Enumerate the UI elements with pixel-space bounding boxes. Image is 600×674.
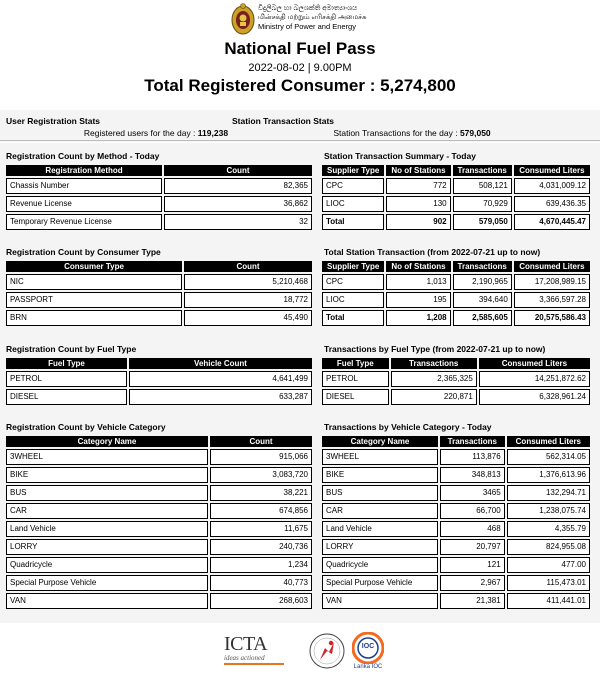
stations-cell: 1,013 — [386, 274, 450, 290]
column-header: Fuel Type — [6, 358, 127, 369]
table-row — [322, 178, 590, 194]
column-header: No of Stations — [386, 165, 450, 176]
reg-consumer-table — [4, 259, 314, 328]
category-cell: 3WHEEL — [6, 449, 208, 465]
ioc-logo-text: IOC — [361, 643, 375, 650]
station-summary-title: Station Transaction Summary - Today — [324, 151, 476, 161]
reg-vehicle-table — [4, 434, 314, 611]
transactions-cell: 121 — [440, 557, 505, 573]
liters-cell: 411,441.01 — [507, 593, 590, 609]
fuel-type-cell: DIESEL — [322, 389, 389, 405]
liters-cell: 4,355.79 — [507, 521, 590, 537]
category-cell: 3WHEEL — [322, 449, 438, 465]
count-cell: 915,066 — [210, 449, 312, 465]
table-row — [322, 485, 590, 501]
ioc-logo — [350, 632, 390, 672]
liters-cell: 20,575,586.43 — [514, 310, 590, 326]
table-row — [6, 557, 312, 573]
transactions-cell: 2,190,965 — [453, 274, 512, 290]
column-header: Vehicle Count — [129, 358, 312, 369]
liters-cell: 639,436.35 — [514, 196, 590, 212]
column-header: Supplier Type — [322, 165, 384, 176]
table-row — [322, 389, 590, 405]
station-transactions-value: 579,050 — [459, 128, 491, 138]
table-header-row — [322, 165, 590, 176]
category-cell: CAR — [6, 503, 208, 519]
table-row — [322, 575, 590, 591]
ministry-name — [258, 4, 367, 31]
transactions-cell: 508,121 — [453, 178, 512, 194]
stations-cell: 772 — [386, 178, 450, 194]
transactions-cell: 2,585,605 — [453, 310, 512, 326]
trans-fuel-table — [320, 356, 592, 407]
liters-cell: 1,376,613.96 — [507, 467, 590, 483]
reg-vehicle-title: Registration Count by Vehicle Category — [6, 422, 166, 432]
count-cell: 11,675 — [210, 521, 312, 537]
cpc-logo-icon — [308, 632, 346, 670]
fuel-type-cell: DIESEL — [6, 389, 127, 405]
registered-users-label: Registered users for the day : — [83, 128, 198, 138]
table-row — [6, 503, 312, 519]
table-row — [6, 485, 312, 501]
user-registration-stats-title: User Registration Stats — [6, 116, 100, 126]
table-header-row — [6, 165, 312, 176]
table-total-row — [322, 214, 590, 230]
transactions-cell: 113,876 — [440, 449, 505, 465]
count-cell: 5,210,468 — [184, 274, 312, 290]
liters-cell: 3,366,597.28 — [514, 292, 590, 308]
column-header: Count — [164, 165, 312, 176]
liters-cell: 6,328,961.24 — [479, 389, 590, 405]
station-transactions-today — [232, 128, 592, 138]
liters-cell: 4,670,445.47 — [514, 214, 590, 230]
table-row — [6, 449, 312, 465]
column-header: Consumer Type — [6, 261, 182, 272]
category-cell: Quadricycle — [6, 557, 208, 573]
trans-fuel-title: Transactions by Fuel Type (from 2022-07-21 up to now) — [324, 344, 546, 354]
page-title: National Fuel Pass — [224, 39, 376, 58]
column-header: Transactions — [453, 261, 512, 272]
column-header: Consumed Liters — [507, 436, 590, 447]
liters-cell: 477.00 — [507, 557, 590, 573]
table-row — [322, 503, 590, 519]
total-station-title: Total Station Transaction (from 2022-07-21 up to now) — [324, 247, 541, 257]
column-header: Registration Method — [6, 165, 162, 176]
method-cell: Revenue License — [6, 196, 162, 212]
category-cell: LORRY — [6, 539, 208, 555]
stations-cell: 1,208 — [386, 310, 450, 326]
table-row — [322, 196, 590, 212]
ministry-name-sinhala: විදුලිබල හා බලශක්ති අමාත්‍යාංශය — [258, 5, 358, 12]
table-row — [6, 274, 312, 290]
table-header-row — [322, 436, 590, 447]
table-row — [322, 449, 590, 465]
supplier-cell: Total — [322, 214, 384, 230]
stations-cell: 130 — [386, 196, 450, 212]
supplier-cell: Total — [322, 310, 384, 326]
count-cell: 36,862 — [164, 196, 312, 212]
column-header: Count — [210, 436, 312, 447]
count-cell: 45,490 — [184, 310, 312, 326]
transactions-cell: 66,700 — [440, 503, 505, 519]
reg-consumer-title: Registration Count by Consumer Type — [6, 247, 161, 257]
count-cell: 32 — [164, 214, 312, 230]
supplier-cell: CPC — [322, 178, 384, 194]
category-cell: BUS — [6, 485, 208, 501]
column-header: Fuel Type — [322, 358, 389, 369]
transactions-cell: 220,871 — [391, 389, 477, 405]
station-transactions-label: Station Transactions for the day : — [333, 128, 460, 138]
reg-fuel-title: Registration Count by Fuel Type — [6, 344, 137, 354]
transactions-cell: 2,365,325 — [391, 371, 477, 387]
supplier-cell: LIOC — [322, 196, 384, 212]
category-cell: Land Vehicle — [6, 521, 208, 537]
count-cell: 40,773 — [210, 575, 312, 591]
consumer-type-cell: PASSPORT — [6, 292, 182, 308]
transactions-cell: 70,929 — [453, 196, 512, 212]
icta-logo — [224, 634, 300, 668]
supplier-cell: LIOC — [322, 292, 384, 308]
column-header: Transactions — [440, 436, 505, 447]
station-transaction-stats-title: Station Transaction Stats — [232, 116, 335, 126]
count-cell: 1,234 — [210, 557, 312, 573]
column-header: Category Name — [6, 436, 208, 447]
column-header: Consumed Liters — [479, 358, 590, 369]
icta-logo-text: ICTA — [224, 633, 268, 655]
total-registered-consumers: Total Registered Consumer : 5,274,800 — [144, 76, 456, 95]
liters-cell: 17,208,989.15 — [514, 274, 590, 290]
transactions-cell: 20,797 — [440, 539, 505, 555]
ministry-name-english: Ministry of Power and Energy — [258, 22, 356, 31]
liters-cell: 824,955.08 — [507, 539, 590, 555]
liters-cell: 132,294.71 — [507, 485, 590, 501]
ioc-logo-caption: Lanka IOC — [353, 664, 383, 670]
column-header: Category Name — [322, 436, 438, 447]
table-row — [6, 371, 312, 387]
table-header-row — [6, 261, 312, 272]
trans-vehicle-title: Transactions by Vehicle Category - Today — [324, 422, 492, 432]
table-header-row — [6, 358, 312, 369]
table-row — [6, 310, 312, 326]
transactions-cell: 394,640 — [453, 292, 512, 308]
table-total-row — [322, 310, 590, 326]
table-row — [322, 467, 590, 483]
column-header: Transactions — [391, 358, 477, 369]
category-cell: VAN — [6, 593, 208, 609]
table-row — [322, 593, 590, 609]
category-cell: Quadricycle — [322, 557, 438, 573]
station-summary-table — [320, 163, 592, 232]
total-station-table — [320, 259, 592, 328]
table-header-row — [322, 261, 590, 272]
table-row — [6, 292, 312, 308]
fuel-type-cell: PETROL — [6, 371, 127, 387]
category-cell: BUS — [322, 485, 438, 501]
transactions-cell: 348,813 — [440, 467, 505, 483]
table-row — [6, 196, 312, 212]
stats-divider — [0, 140, 600, 141]
category-cell: Special Purpose Vehicle — [322, 575, 438, 591]
ministry-name-tamil: மின்சக்தி மற்றும் எரிசக்தி அமைச்சு — [258, 14, 367, 21]
category-cell: BIKE — [322, 467, 438, 483]
column-header: Supplier Type — [322, 261, 384, 272]
transactions-cell: 21,381 — [440, 593, 505, 609]
liters-cell: 14,251,872.62 — [479, 371, 590, 387]
supplier-cell: CPC — [322, 274, 384, 290]
vehicle-count-cell: 633,287 — [129, 389, 312, 405]
count-cell: 18,772 — [184, 292, 312, 308]
column-header: Consumed Liters — [514, 165, 590, 176]
category-cell: LORRY — [322, 539, 438, 555]
count-cell: 82,365 — [164, 178, 312, 194]
page-header — [0, 0, 600, 100]
table-row — [322, 521, 590, 537]
icta-logo-bar — [224, 663, 284, 665]
fuel-type-cell: PETROL — [322, 371, 389, 387]
trans-vehicle-table — [320, 434, 592, 611]
column-header: Count — [184, 261, 312, 272]
reg-method-table — [4, 163, 314, 232]
column-header: Transactions — [453, 165, 512, 176]
table-header-row — [6, 436, 312, 447]
transactions-cell: 579,050 — [453, 214, 512, 230]
table-row — [322, 539, 590, 555]
consumer-type-cell: NIC — [6, 274, 182, 290]
table-row — [6, 575, 312, 591]
method-cell: Temporary Revenue License — [6, 214, 162, 230]
transactions-cell: 3465 — [440, 485, 505, 501]
consumer-type-cell: BRN — [6, 310, 182, 326]
category-cell: CAR — [322, 503, 438, 519]
transactions-cell: 2,967 — [440, 575, 505, 591]
icta-logo-tagline: ideas actioned — [224, 654, 265, 662]
reg-fuel-table — [4, 356, 314, 407]
reg-method-title: Registration Count by Method - Today — [6, 151, 160, 161]
report-datetime: 2022-08-02 | 9.00PM — [248, 62, 352, 74]
category-cell: BIKE — [6, 467, 208, 483]
table-row — [322, 557, 590, 573]
sri-lanka-emblem-icon — [231, 3, 255, 35]
stations-cell: 195 — [386, 292, 450, 308]
method-cell: Chassis Number — [6, 178, 162, 194]
count-cell: 240,736 — [210, 539, 312, 555]
table-header-row — [322, 358, 590, 369]
table-row — [6, 389, 312, 405]
table-row — [6, 214, 312, 230]
count-cell: 38,221 — [210, 485, 312, 501]
category-cell: Special Purpose Vehicle — [6, 575, 208, 591]
count-cell: 3,083,720 — [210, 467, 312, 483]
column-header: No of Stations — [386, 261, 450, 272]
table-row — [6, 539, 312, 555]
liters-cell: 562,314.05 — [507, 449, 590, 465]
table-row — [6, 521, 312, 537]
stations-cell: 902 — [386, 214, 450, 230]
table-row — [322, 292, 590, 308]
transactions-cell: 468 — [440, 521, 505, 537]
category-cell: Land Vehicle — [322, 521, 438, 537]
table-row — [322, 371, 590, 387]
column-header: Consumed Liters — [514, 261, 590, 272]
table-row — [6, 178, 312, 194]
liters-cell: 115,473.01 — [507, 575, 590, 591]
liters-cell: 1,238,075.74 — [507, 503, 590, 519]
liters-cell: 4,031,009.12 — [514, 178, 590, 194]
count-cell: 268,603 — [210, 593, 312, 609]
vehicle-count-cell: 4,641,499 — [129, 371, 312, 387]
category-cell: VAN — [322, 593, 438, 609]
count-cell: 674,856 — [210, 503, 312, 519]
table-row — [322, 274, 590, 290]
table-row — [6, 467, 312, 483]
table-row — [6, 593, 312, 609]
registered-users-value: 119,238 — [197, 128, 229, 138]
